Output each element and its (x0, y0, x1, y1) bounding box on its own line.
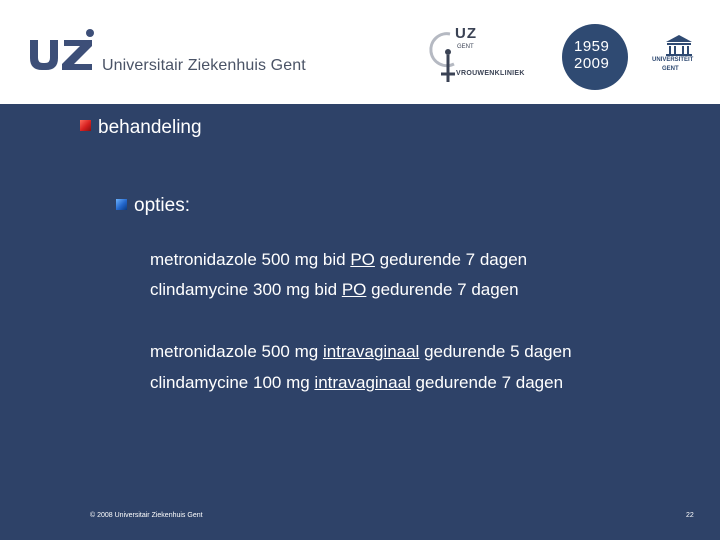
bullet-level2-icon (116, 199, 127, 210)
bullet-heading: behandeling (98, 117, 202, 138)
vrouwenkliniek-label: VROUWENKLINIEK (456, 70, 525, 77)
logo-name: Universitair Ziekenhuis Gent (102, 57, 306, 74)
bullet-level1-icon (80, 120, 91, 131)
vrouwenkliniek-gent: GENT (457, 44, 474, 50)
vrouwenkliniek-logo-icon (428, 22, 544, 88)
treatment-line: metronidazole 500 mg intravaginaal gedurende 5 dagen (150, 342, 572, 361)
vrouwenkliniek-uz: UZ (455, 25, 477, 42)
anniversary-year-end: 2009 (574, 55, 610, 72)
anniversary-year-start: 1959 (574, 38, 610, 55)
ugent-name-line1: UNIVERSITEIT (652, 57, 694, 63)
page-number: 22 (686, 512, 694, 519)
footer-copyright: © 2008 Universitair Ziekenhuis Gent (90, 512, 203, 519)
treatment-line: metronidazole 500 mg bid PO gedurende 7 dagen (150, 250, 528, 269)
sub-heading: opties: (134, 195, 190, 216)
ugent-name-line2: GENT (662, 66, 679, 72)
treatment-line: clindamycine 300 mg bid PO gedurende 7 dagen (150, 280, 519, 299)
treatment-line: clindamycine 100 mg intravaginaal gedurende 7 dagen (150, 373, 564, 392)
